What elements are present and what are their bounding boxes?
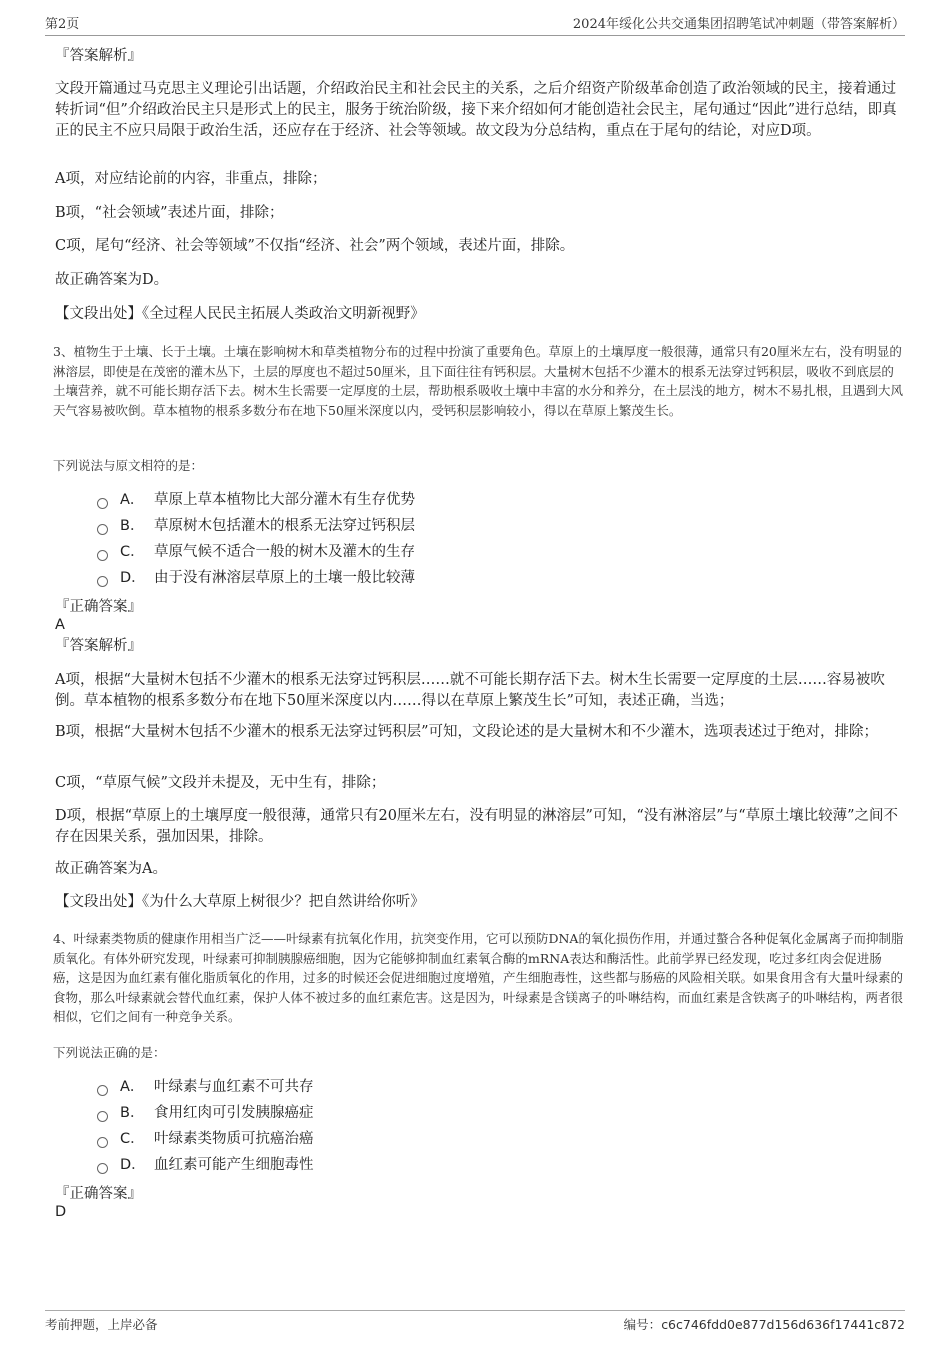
option-label: D． [120,1157,146,1173]
q3-source: 【文段出处】《为什么大草原上树很少？把自然讲给你听》 [55,894,425,910]
radio-icon[interactable] [97,1085,108,1096]
radio-icon[interactable] [97,1111,108,1122]
q4-option-d[interactable] [97,1155,314,1175]
radio-icon[interactable] [97,550,108,561]
q3-analysis-c: C项，“草原气候”文段并未提及，无中生有，排除； [55,775,386,791]
radio-icon[interactable] [97,498,108,509]
footer-code-label: 编号： [623,1317,662,1332]
page-footer [45,1310,905,1333]
option-label: D． [120,570,146,586]
q4-answer: D [55,1204,67,1220]
q3-option-b[interactable] [97,516,415,536]
option-label: B． [120,518,145,534]
q3-option-a[interactable] [97,490,415,510]
q2-analysis-body: 文段开篇通过马克思主义理论引出话题，介绍政治民主和社会民主的关系，之后介绍资产阶级革命创造了政治领域的民主，接着通过转折词“但”介绍政治民主只是形式上的民主，服务于统治阶级，接下来介绍如何才能创造社会民主，尾句通过“因此”进行总结，即真正的民主不应只局限于政治生活，还应存在于经济、社会等领域。故文段为分总结构，重点在于尾句的结论，对应D项。 [55,81,897,139]
option-label: A． [120,492,145,508]
q3-answer-heading: 『正确答案』 [55,599,142,615]
q4-option-c[interactable] [97,1129,314,1149]
q3-analysis-heading: 『答案解析』 [55,638,142,654]
q3-conclusion: 故正确答案为A。 [55,861,167,877]
option-label: C． [120,544,145,560]
q3-prompt: 下列说法与原文相符的是： [53,458,204,473]
radio-icon[interactable] [97,576,108,587]
q3-analysis-b: B项，根据“大量树木包括不少灌木的根系无法穿过钙积层”可知，文段论述的是大量树木和不少灌木，选项表述过于绝对，排除； [55,724,878,740]
q3-answer: A [55,617,65,633]
q4-answer-heading: 『正确答案』 [55,1186,142,1202]
option-text: 草原气候不适合一般的树木及灌木的生存 [154,544,415,560]
option-text: 叶绿素与血红素不可共存 [154,1079,314,1095]
q2-conclusion: 故正确答案为D。 [55,272,169,288]
option-label: C． [120,1131,145,1147]
q2-analysis-heading: 『答案解析』 [55,48,142,64]
q2-analysis-a: A项，对应结论前的内容，非重点，排除； [55,171,327,187]
footer-code [624,1315,905,1333]
option-text: 草原树木包括灌木的根系无法穿过钙积层 [154,518,415,534]
radio-icon[interactable] [97,1163,108,1174]
radio-icon[interactable] [97,1137,108,1148]
document-title: 2024年绥化公共交通集团招聘笔试冲刺题（带答案解析） [572,17,905,32]
page-header [45,10,905,36]
option-text: 食用红肉可引发胰腺癌症 [154,1105,314,1121]
q2-analysis-b: B项，“社会领域”表述片面，排除； [55,205,284,221]
q2-analysis-c: C项，尾句“经济、社会等领域”不仅指“经济、社会”两个领域，表述片面，排除。 [55,238,575,254]
footer-code-value: c6c746fdd0e877d156d636f17441c872 [661,1317,905,1332]
option-text: 由于没有淋溶层草原上的土壤一般比较薄 [154,570,415,586]
option-label: A． [120,1079,145,1095]
option-text: 草原上草本植物比大部分灌木有生存优势 [154,492,415,508]
radio-icon[interactable] [97,524,108,535]
q3-stem: 3、植物生于土壤、长于土壤。土壤在影响树木和草类植物分布的过程中扮演了重要角色。草原上的土壤厚度一般很薄，通常只有20厘米左右，没有明显的淋溶层，即使是在茂密的灌木丛下，土层的厚度也不超过50厘米，且下面往往有钙积层。大量树木包括不少灌木的根系无法穿过钙积层，吸收不到底层的土壤营养，就不可能长期存活下去。树木生长需要一定厚度的土层，帮助根系吸收土壤中丰富的水分和养分，在土层浅的地方，树木不易扎根，且遇到大风天气容易被吹倒。草本植物的根系多数分布在地下50厘米深度以内，受钙积层影响较小，得以在草原上繁茂生长。 [53,344,904,418]
page-number: 第2页 [45,17,80,32]
q4-stem: 4、叶绿素类物质的健康作用相当广泛——叶绿素有抗氧化作用，抗突变作用，它可以预防DNA的氧化损伤作用，并通过螯合各种促氧化金属离子而抑制脂质氧化。有体外研究发现，叶绿素可抑制胰腺癌细胞，因为它能够抑制血红素氧合酶的mRNA表达和酶活性。此前学界已经发现，吃过多红肉会促进肠癌，这是因为血红素有催化脂质氧化的作用，过多的时候还会促进细胞过度增殖，产生细胞毒性，这些都与肠癌的风险相关联。如果食用含有大量叶绿素的食物，那么叶绿素就会替代血红素，保护人体不被过多的血红素危害。这是因为，叶绿素是含镁离子的卟啉结构，而血红素是含铁离子的卟啉结构，两者很相似，它们之间有一种竞争关系。 [53,931,904,1024]
q3-analysis-a: A项，根据“大量树木包括不少灌木的根系无法穿过钙积层……就不可能长期存活下去。树木生长需要一定厚度的土层……容易被吹倒。草本植物的根系多数分布在地下50厘米深度以内……得以在草原上繁茂生长”可知，表述正确，当选； [55,672,885,709]
q4-option-b[interactable] [97,1103,314,1123]
q3-analysis-d: D项，根据“草原上的土壤厚度一般很薄，通常只有20厘米左右，没有明显的淋溶层”可知，“没有淋溶层”与“草原土壤比较薄”之间不存在因果关系，强加因果，排除。 [55,808,899,845]
q3-option-d[interactable] [97,568,415,588]
footer-slogan: 考前押题，上岸必备 [45,1317,158,1332]
option-text: 血红素可能产生细胞毒性 [154,1157,314,1173]
q2-source: 【文段出处】《全过程人民民主拓展人类政治文明新视野》 [55,306,425,322]
q3-option-c[interactable] [97,542,415,562]
option-text: 叶绿素类物质可抗癌治癌 [154,1131,314,1147]
q4-option-a[interactable] [97,1077,314,1097]
q4-prompt: 下列说法正确的是： [53,1045,166,1060]
option-label: B． [120,1105,145,1121]
